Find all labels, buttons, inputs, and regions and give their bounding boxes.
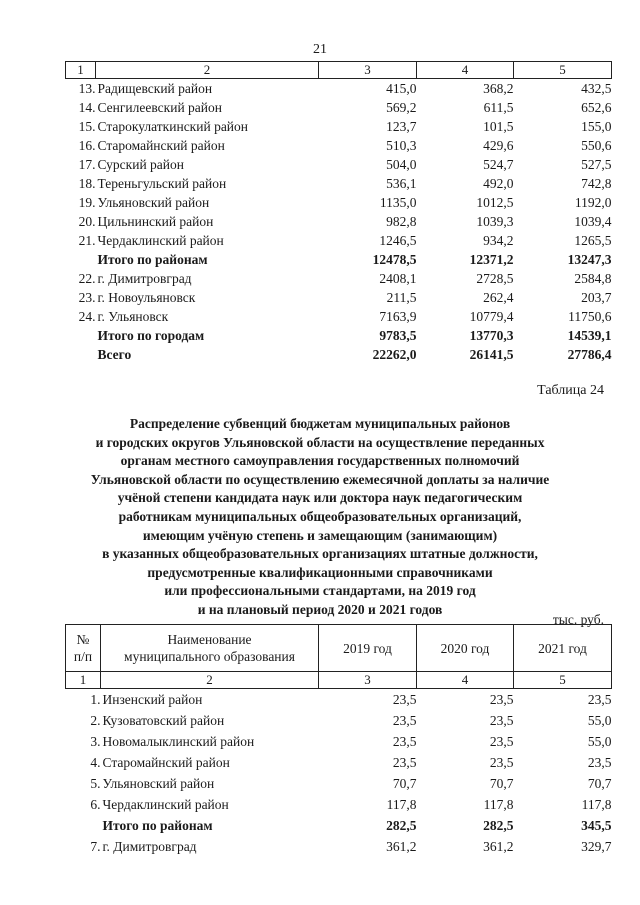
column-number-row: [66, 672, 612, 689]
value-2021: 13247,3: [567, 251, 612, 267]
table-row: [66, 689, 612, 711]
value-2020: 282,5: [483, 817, 514, 833]
value-2021: 652,6: [581, 99, 612, 115]
title-line: Распределение субвенций бюджетам муниципальных районов: [129, 416, 511, 431]
total-row: [66, 815, 612, 836]
value-2020: 2728,5: [476, 270, 514, 286]
value-2019: 282,5: [386, 817, 417, 833]
total-row: [66, 345, 612, 364]
col-number: 3: [319, 62, 417, 79]
row-number: 2.: [90, 712, 101, 728]
title-line: предусмотренные квалификационными справочниками: [147, 564, 493, 580]
table-row: [66, 731, 612, 752]
table-row: [66, 79, 612, 99]
col-number: 4: [417, 672, 514, 689]
value-2020: 23,5: [489, 733, 514, 749]
value-2020: 262,4: [483, 289, 514, 305]
row-number: 15.: [78, 118, 96, 134]
value-2021: 70,7: [587, 775, 612, 791]
value-2020: 23,5: [489, 712, 514, 728]
value-2021: 550,6: [581, 137, 612, 153]
row-number: 3.: [90, 733, 101, 749]
table-row: [66, 155, 612, 174]
value-2019: 1135,0: [379, 194, 417, 210]
title-line: Ульяновской области по осуществлению ежемесячной доплаты за наличие: [90, 471, 550, 487]
row-number: 5.: [90, 775, 101, 791]
title-line: и на плановый период 2020 и 2021 годов: [197, 601, 443, 617]
value-2021: 55,0: [587, 712, 612, 728]
table-row: [66, 212, 612, 231]
table-row: [66, 117, 612, 136]
row-number: [66, 345, 96, 364]
value-2021: 23,5: [587, 754, 612, 770]
row-name: Чердаклинский район: [102, 796, 229, 812]
row-number: 4.: [90, 754, 101, 770]
header-name-line1: Наименование: [167, 632, 252, 647]
header-num-line2: п/п: [73, 649, 93, 664]
value-2019: 982,8: [386, 213, 417, 229]
value-2019: 510,3: [386, 137, 417, 153]
title-line: или профессиональными стандартами, на 2019 год: [164, 583, 476, 599]
row-number: 24.: [78, 308, 96, 324]
row-number: 6.: [90, 796, 101, 812]
row-name: Чердаклинский район: [97, 232, 224, 248]
row-name: Итого по районам: [97, 251, 208, 267]
row-name: Всего: [97, 346, 132, 362]
value-2019: 9783,5: [379, 327, 417, 343]
column-number-row: [66, 62, 612, 79]
title-line: учёной степени кандидата наук или доктора наук педагогическим: [117, 490, 523, 506]
header-2019: 2019 год: [319, 625, 417, 672]
value-2020: 1012,5: [476, 194, 514, 210]
title-line: органам местного самоуправления государственных полномочий: [120, 453, 520, 469]
row-name: Старомайнский район: [97, 137, 225, 153]
row-number: [66, 815, 101, 836]
total-row: [66, 250, 612, 269]
title-line: и городских округов Ульяновской области на осуществление переданных: [95, 434, 545, 450]
value-2020: 70,7: [489, 775, 514, 791]
page-number: 21: [313, 42, 327, 57]
value-2019: 70,7: [392, 775, 417, 791]
row-name: Ульяновский район: [102, 775, 215, 791]
value-2021: 1265,5: [574, 232, 612, 248]
table-row: [66, 136, 612, 155]
value-2019: 123,7: [386, 118, 417, 134]
subvention-table: [65, 624, 612, 857]
row-number: 13.: [78, 80, 96, 96]
row-number: 7.: [90, 838, 101, 854]
value-2019: 23,5: [392, 712, 417, 728]
value-2020: 611,5: [483, 99, 514, 115]
total-row: [66, 326, 612, 345]
table-caption: Таблица 24: [537, 383, 604, 398]
value-2019: 117,8: [386, 796, 417, 812]
value-2021: 55,0: [587, 733, 612, 749]
row-name: Радищевский район: [97, 80, 213, 96]
value-2020: 361,2: [483, 838, 514, 854]
value-2020: 117,8: [483, 796, 514, 812]
value-2021: 1192,0: [574, 194, 612, 210]
value-2019: 504,0: [386, 156, 417, 172]
header-num-line1: №: [76, 632, 90, 647]
value-2020: 26141,5: [469, 346, 514, 362]
value-2020: 13770,3: [469, 327, 514, 343]
row-name: Сурский район: [97, 156, 184, 172]
header-name: [101, 625, 319, 672]
value-2019: 415,0: [386, 80, 417, 96]
value-2021: 742,8: [581, 175, 612, 191]
row-number: 20.: [78, 213, 96, 229]
value-2020: 23,5: [489, 691, 514, 707]
row-name: г. Димитровград: [102, 838, 197, 854]
row-name: г. Ульяновск: [97, 308, 169, 324]
row-name: Кузоватовский район: [102, 712, 225, 728]
col-number: 5: [514, 672, 612, 689]
value-2021: 23,5: [587, 691, 612, 707]
col-number: 4: [417, 62, 514, 79]
value-2019: 22262,0: [372, 346, 417, 362]
value-2021: 345,5: [581, 817, 612, 833]
value-2019: 7163,9: [379, 308, 417, 324]
header-name-line2: муниципального образования: [124, 649, 295, 664]
value-2021: 155,0: [581, 118, 612, 134]
value-2020: 524,7: [483, 156, 514, 172]
value-2019: 12478,5: [372, 251, 417, 267]
row-name: г. Новоульяновск: [97, 289, 196, 305]
row-name: Ульяновский район: [97, 194, 210, 210]
value-2021: 27786,4: [567, 346, 612, 362]
value-2020: 101,5: [483, 118, 514, 134]
row-name: Старокулаткинский район: [97, 118, 249, 134]
table-row: [66, 752, 612, 773]
value-2019: 23,5: [392, 733, 417, 749]
col-number: 2: [96, 62, 319, 79]
row-number: 22.: [78, 270, 96, 286]
header-2020: 2020 год: [417, 625, 514, 672]
value-2021: 11750,6: [568, 308, 612, 324]
col-number: 2: [101, 672, 319, 689]
value-2020: 1039,3: [476, 213, 514, 229]
value-2019: 211,5: [386, 289, 417, 305]
value-2019: 23,5: [392, 754, 417, 770]
value-2021: 2584,8: [574, 270, 612, 286]
row-name: Инзенский район: [102, 691, 203, 707]
row-name: г. Димитровград: [97, 270, 192, 286]
row-number: 16.: [78, 137, 96, 153]
row-name: Цильнинский район: [97, 213, 214, 229]
title-line: в указанных общеобразовательных организациях штатные должности,: [102, 546, 538, 562]
row-name: Новомалыклинский район: [102, 733, 255, 749]
table-continuation: [65, 61, 612, 364]
title-line: работникам муниципальных общеобразовательных организаций,: [118, 508, 522, 524]
row-number: [66, 326, 96, 345]
row-number: 19.: [78, 194, 96, 210]
value-2021: 203,7: [581, 289, 612, 305]
units-label: тыс. руб.: [552, 612, 604, 627]
table-row: [66, 98, 612, 117]
value-2019: 1246,5: [379, 232, 417, 248]
table-row: [66, 710, 612, 731]
table-row: [66, 836, 612, 857]
value-2020: 12371,2: [469, 251, 514, 267]
value-2019: 536,1: [386, 175, 417, 191]
col-number: 1: [66, 62, 96, 79]
row-name: Тереньгульский район: [97, 175, 227, 191]
row-number: 18.: [78, 175, 96, 191]
header-num: [66, 625, 101, 672]
table-row: [66, 231, 612, 250]
header-row: [66, 625, 612, 672]
header-2021: 2021 год: [514, 625, 612, 672]
table-row: [66, 174, 612, 193]
row-number: 21.: [78, 232, 96, 248]
col-number: 1: [66, 672, 101, 689]
value-2021: 14539,1: [567, 327, 612, 343]
value-2020: 23,5: [489, 754, 514, 770]
col-number: 5: [514, 62, 612, 79]
value-2021: 1039,4: [574, 213, 612, 229]
value-2019: 2408,1: [379, 270, 417, 286]
value-2020: 10779,4: [469, 308, 514, 324]
value-2021: 329,7: [581, 838, 612, 854]
table-row: [66, 307, 612, 326]
table-row: [66, 269, 612, 288]
value-2021: 117,8: [581, 796, 612, 812]
row-number: 14.: [78, 99, 96, 115]
row-name: Итого по районам: [102, 817, 213, 833]
value-2021: 527,5: [581, 156, 612, 172]
value-2020: 934,2: [483, 232, 514, 248]
row-number: 17.: [78, 156, 96, 172]
row-number: 23.: [78, 289, 96, 305]
value-2019: 361,2: [386, 838, 417, 854]
table-row: [66, 288, 612, 307]
value-2020: 368,2: [483, 80, 514, 96]
table-row: [66, 193, 612, 212]
row-name: Старомайнский район: [102, 754, 230, 770]
table-row: [66, 773, 612, 794]
title-line: имеющим учёную степень и замещающим (занимающим): [142, 527, 498, 543]
row-number: [66, 250, 96, 269]
row-name: Итого по городам: [97, 327, 205, 343]
table-title: [40, 415, 600, 620]
table-row: [66, 794, 612, 815]
value-2020: 429,6: [483, 137, 514, 153]
col-number: 3: [319, 672, 417, 689]
value-2019: 23,5: [392, 691, 417, 707]
value-2020: 492,0: [483, 175, 514, 191]
row-number: 1.: [90, 691, 101, 707]
row-name: Сенгилеевский район: [97, 99, 222, 115]
value-2021: 432,5: [581, 80, 612, 96]
value-2019: 569,2: [386, 99, 417, 115]
